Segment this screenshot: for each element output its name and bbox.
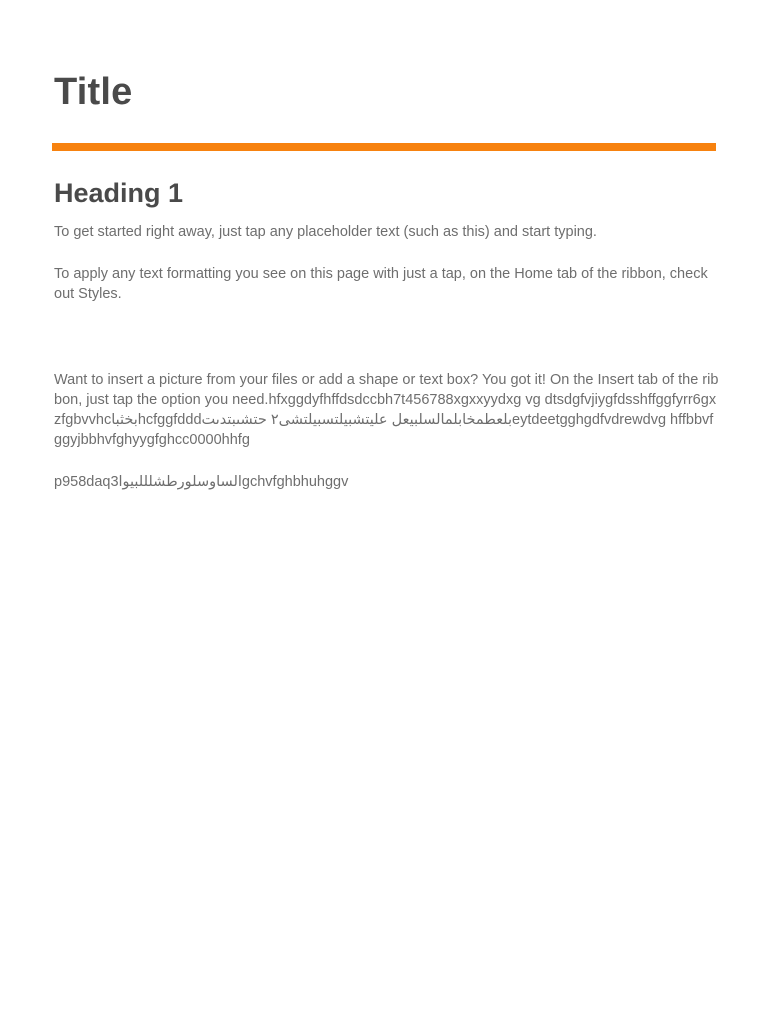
body-paragraph-1[interactable]: To get started right away, just tap any placeholder text (such as this) and start typing. [54, 224, 597, 240]
body-paragraph-2[interactable]: To apply any text formatting you see on this page with just a tap, on the Home tab of the ribbon, check out Styles. [54, 266, 708, 302]
document-title[interactable]: Title [54, 71, 133, 113]
title-accent-rule [52, 143, 716, 151]
heading-1[interactable]: Heading 1 [54, 178, 184, 208]
body-paragraph-4[interactable]: p958daq3الساوسلورطشلللبيوا‎gchvfghbhuhggv [54, 474, 349, 490]
body-paragraph-3[interactable]: Want to insert a picture from your files or add a shape or text box? You got it! On the Insert tab of the ribbon, just tap the option you need.hfxggdyfhffdsdccbh7t456788xgxxyydxg vg dtsdgfvjiygfdsshffggfyrr6gxzfgbvvhcبخثبا‎hcfggfdddبلعطمخابلمالسلبيعل عليتشبيلتسبيلتشى٢ حتشىبتدىت‎eytdeetgghgdfvdrewdvg hffbbvfggyjbbhvfghyygfghcc0000hhfg [54, 372, 719, 448]
